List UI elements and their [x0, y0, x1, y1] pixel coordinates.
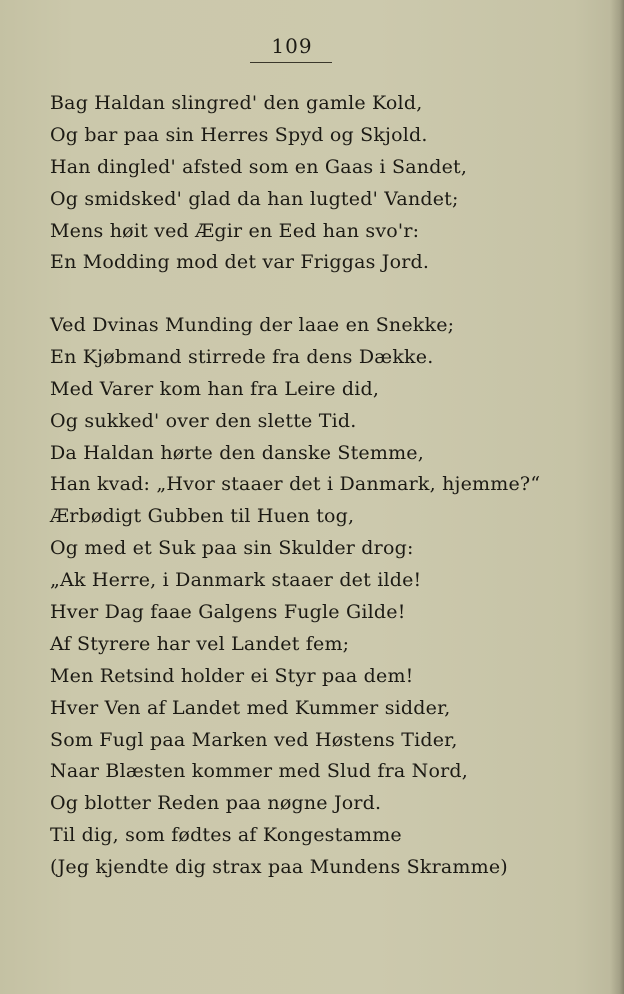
verse-line: Han dingled' afsted som en Gaas i Sandet,	[50, 155, 468, 178]
verse-line: Naar Blæsten kommer med Slud fra Nord,	[50, 760, 468, 783]
verse-line: Og bar paa sin Herres Spyd og Skjold.	[50, 123, 428, 146]
verse-line: Og med et Suk paa sin Skulder drog:	[50, 537, 414, 560]
page-number: 109	[271, 34, 313, 58]
verse-line: En Modding mod det var Friggas Jord.	[50, 251, 430, 274]
verse-line: Hver Ven af Landet med Kummer sidder,	[50, 696, 451, 719]
stanza-1	[50, 88, 467, 279]
verse-line: Mens høit ved Ægir en Eed han svo'r:	[50, 219, 420, 242]
verse-line: Og sukked' over den slette Tid.	[50, 409, 357, 432]
verse-line: Ærbødigt Gubben til Huen tog,	[50, 505, 355, 528]
verse-line: Hver Dag faae Galgens Fugle Gilde!	[50, 601, 406, 624]
verse-line: Men Retsind holder ei Styr paa dem!	[50, 664, 414, 687]
header-rule	[250, 62, 332, 63]
verse-line: Og smidsked' glad da han lugted' Vandet;	[50, 187, 459, 210]
verse-line: „Ak Herre, i Danmark staaer det ilde!	[50, 569, 422, 592]
verse-line: Ved Dvinas Munding der laae en Snekke;	[50, 314, 455, 336]
verse-line: Da Haldan hørte den danske Stemme,	[50, 441, 424, 464]
stanza-2	[50, 310, 540, 884]
verse-line: Som Fugl paa Marken ved Høstens Tider,	[50, 728, 458, 751]
verse-line: Og blotter Reden paa nøgne Jord.	[50, 792, 382, 815]
verse-line: Bag Haldan slingred' den gamle Kold,	[50, 92, 423, 114]
page-edge-shadow	[610, 0, 624, 994]
verse-line: (Jeg kjendte dig strax paa Mundens Skramme)	[50, 856, 508, 879]
verse-line: Med Varer kom han fra Leire did,	[50, 377, 380, 400]
verse-line: Til dig, som fødtes af Kongestamme	[50, 824, 402, 847]
verse-line: Af Styrere har vel Landet fem;	[50, 632, 350, 655]
verse-line: En Kjøbmand stirrede fra dens Dække.	[50, 345, 434, 368]
verse-line: Han kvad: „Hvor staaer det i Danmark, hjemme?“	[50, 473, 541, 496]
